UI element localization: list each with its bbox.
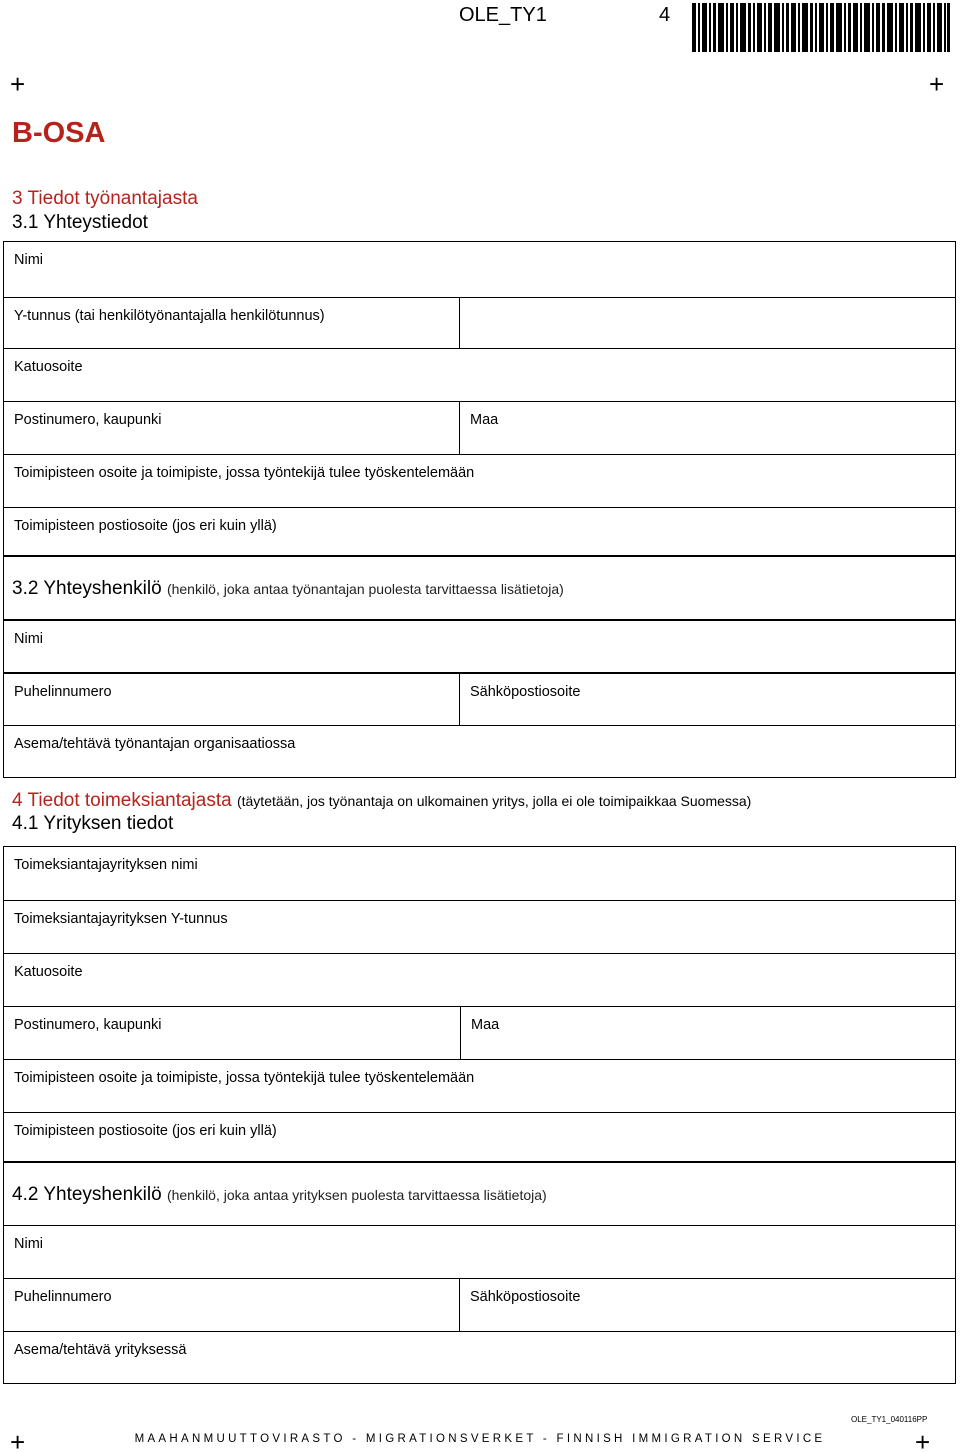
registration-mark-bottom-right: +: [915, 1427, 931, 1452]
form-version-code: OLE_TY1_040116PP: [851, 1415, 928, 1424]
registration-mark-top-right: +: [929, 69, 945, 99]
client-contact-name-label: Nimi: [14, 1236, 43, 1252]
part-title: B-OSA: [12, 117, 106, 149]
employer-contact-email-label: Sähköpostiosoite: [470, 684, 581, 700]
client-postal-row: [4, 1006, 955, 1059]
employer-contact-form: [3, 241, 956, 556]
employer-contact-email-field[interactable]: [459, 674, 955, 725]
client-office-postal-row[interactable]: [4, 1112, 955, 1165]
client-id-row[interactable]: [4, 900, 955, 953]
client-contact-phone-field[interactable]: [4, 1279, 459, 1331]
section-4-note: (täytetään, jos työnantaja on ulkomainen yritys, jolla ei ole toimipaikkaa Suomessa): [236, 793, 752, 809]
section-3-title: 3 Tiedot työnantajasta: [12, 188, 198, 209]
client-contact-phone-label: Puhelinnumero: [14, 1289, 112, 1305]
section-3-1-title: 3.1 Yhteystiedot: [12, 212, 148, 233]
client-contact-name-row[interactable]: [4, 1225, 955, 1278]
employer-postal-field[interactable]: [4, 402, 459, 454]
employer-contact-name-label: Nimi: [14, 631, 43, 647]
employer-office-postal-row[interactable]: [4, 507, 955, 560]
page-number: 4: [659, 4, 671, 26]
barcode-image: [692, 3, 950, 52]
section-3-2-heading: 3.2 Yhteyshenkilö: [12, 578, 162, 599]
client-postal-label: Postinumero, kaupunki: [14, 1017, 162, 1033]
employer-postal-label: Postinumero, kaupunki: [14, 412, 162, 428]
employer-id-row: [4, 297, 955, 349]
agency-footer: MAAHANMUUTTOVIRASTO - MIGRATIONSVERKET - FINNISH IMMIGRATION SERVICE: [134, 1433, 826, 1445]
section-4-title: [12, 790, 956, 812]
client-name-row[interactable]: [4, 847, 955, 900]
employer-office-address-row[interactable]: [4, 454, 955, 507]
employer-id-field[interactable]: [4, 298, 459, 349]
client-contact-position-label: Asema/tehtävä yrityksessä: [14, 1342, 187, 1358]
client-office-postal-label: Toimipisteen postiosoite (jos eri kuin yllä): [14, 1123, 277, 1139]
employer-contact-name-row[interactable]: [4, 619, 955, 672]
section-3-2-note: (henkilö, joka antaa työnantajan puolesta tarvittaessa lisätietoja): [166, 581, 564, 597]
employer-country-field[interactable]: [459, 402, 955, 454]
employer-office-postal-label: Toimipisteen postiosoite (jos eri kuin yllä): [14, 518, 277, 534]
employer-office-address-label: Toimipisteen osoite ja toimipiste, jossa työntekijä tulee työskentelemään: [14, 465, 475, 481]
section-4-heading: 4 Tiedot toimeksiantajasta: [12, 790, 232, 811]
section-4-2-heading: 4.2 Yhteyshenkilö: [12, 1184, 162, 1205]
employer-postal-row: [4, 401, 955, 454]
section-4-1-title: 4.1 Yrityksen tiedot: [12, 813, 174, 834]
client-contact-person-form: [3, 1162, 956, 1384]
client-contact-email-field[interactable]: [459, 1279, 955, 1331]
employer-contact-position-row[interactable]: [4, 725, 955, 778]
employer-street-row[interactable]: [4, 348, 955, 401]
client-street-label: Katuosoite: [14, 964, 83, 980]
client-id-label: Toimeksiantajayrityksen Y-tunnus: [14, 911, 228, 927]
employer-contact-position-label: Asema/tehtävä työnantajan organisaatiossa: [14, 736, 296, 752]
section-4-2-title: [12, 1184, 547, 1206]
employer-contact-phone-field[interactable]: [4, 674, 459, 725]
employer-contact-person-form: [3, 556, 956, 778]
client-contact-phone-row: [4, 1278, 955, 1331]
client-street-row[interactable]: [4, 953, 955, 1006]
client-name-label: Toimeksiantajayrityksen nimi: [14, 857, 198, 873]
employer-name-label: Nimi: [14, 252, 43, 268]
employer-country-label: Maa: [470, 412, 499, 428]
employer-contact-phone-label: Puhelinnumero: [14, 684, 112, 700]
registration-mark-bottom-left: +: [10, 1427, 26, 1452]
client-country-label: Maa: [471, 1017, 500, 1033]
client-contact-email-label: Sähköpostiosoite: [470, 1289, 581, 1305]
client-contact-position-row[interactable]: [4, 1331, 955, 1384]
employer-name-row[interactable]: [4, 242, 955, 295]
client-postal-field[interactable]: [4, 1007, 460, 1059]
section-3-2-title: [12, 578, 564, 600]
employer-contact-phone-row: [4, 672, 955, 725]
employer-id-extra-field[interactable]: [459, 298, 955, 349]
client-office-address-row[interactable]: [4, 1059, 955, 1112]
section-4-2-note: (henkilö, joka antaa yrityksen puolesta tarvittaessa lisätietoja): [166, 1187, 547, 1203]
employer-id-label: Y-tunnus (tai henkilötyönantajalla henkilötunnus): [14, 308, 325, 324]
client-company-form: [3, 846, 956, 1162]
client-country-field[interactable]: [460, 1007, 955, 1059]
client-office-address-label: Toimipisteen osoite ja toimipiste, jossa työntekijä tulee työskentelemään: [14, 1070, 475, 1086]
form-code: OLE_TY1: [459, 4, 547, 26]
employer-street-label: Katuosoite: [14, 359, 83, 375]
registration-mark-top-left: +: [10, 69, 26, 99]
